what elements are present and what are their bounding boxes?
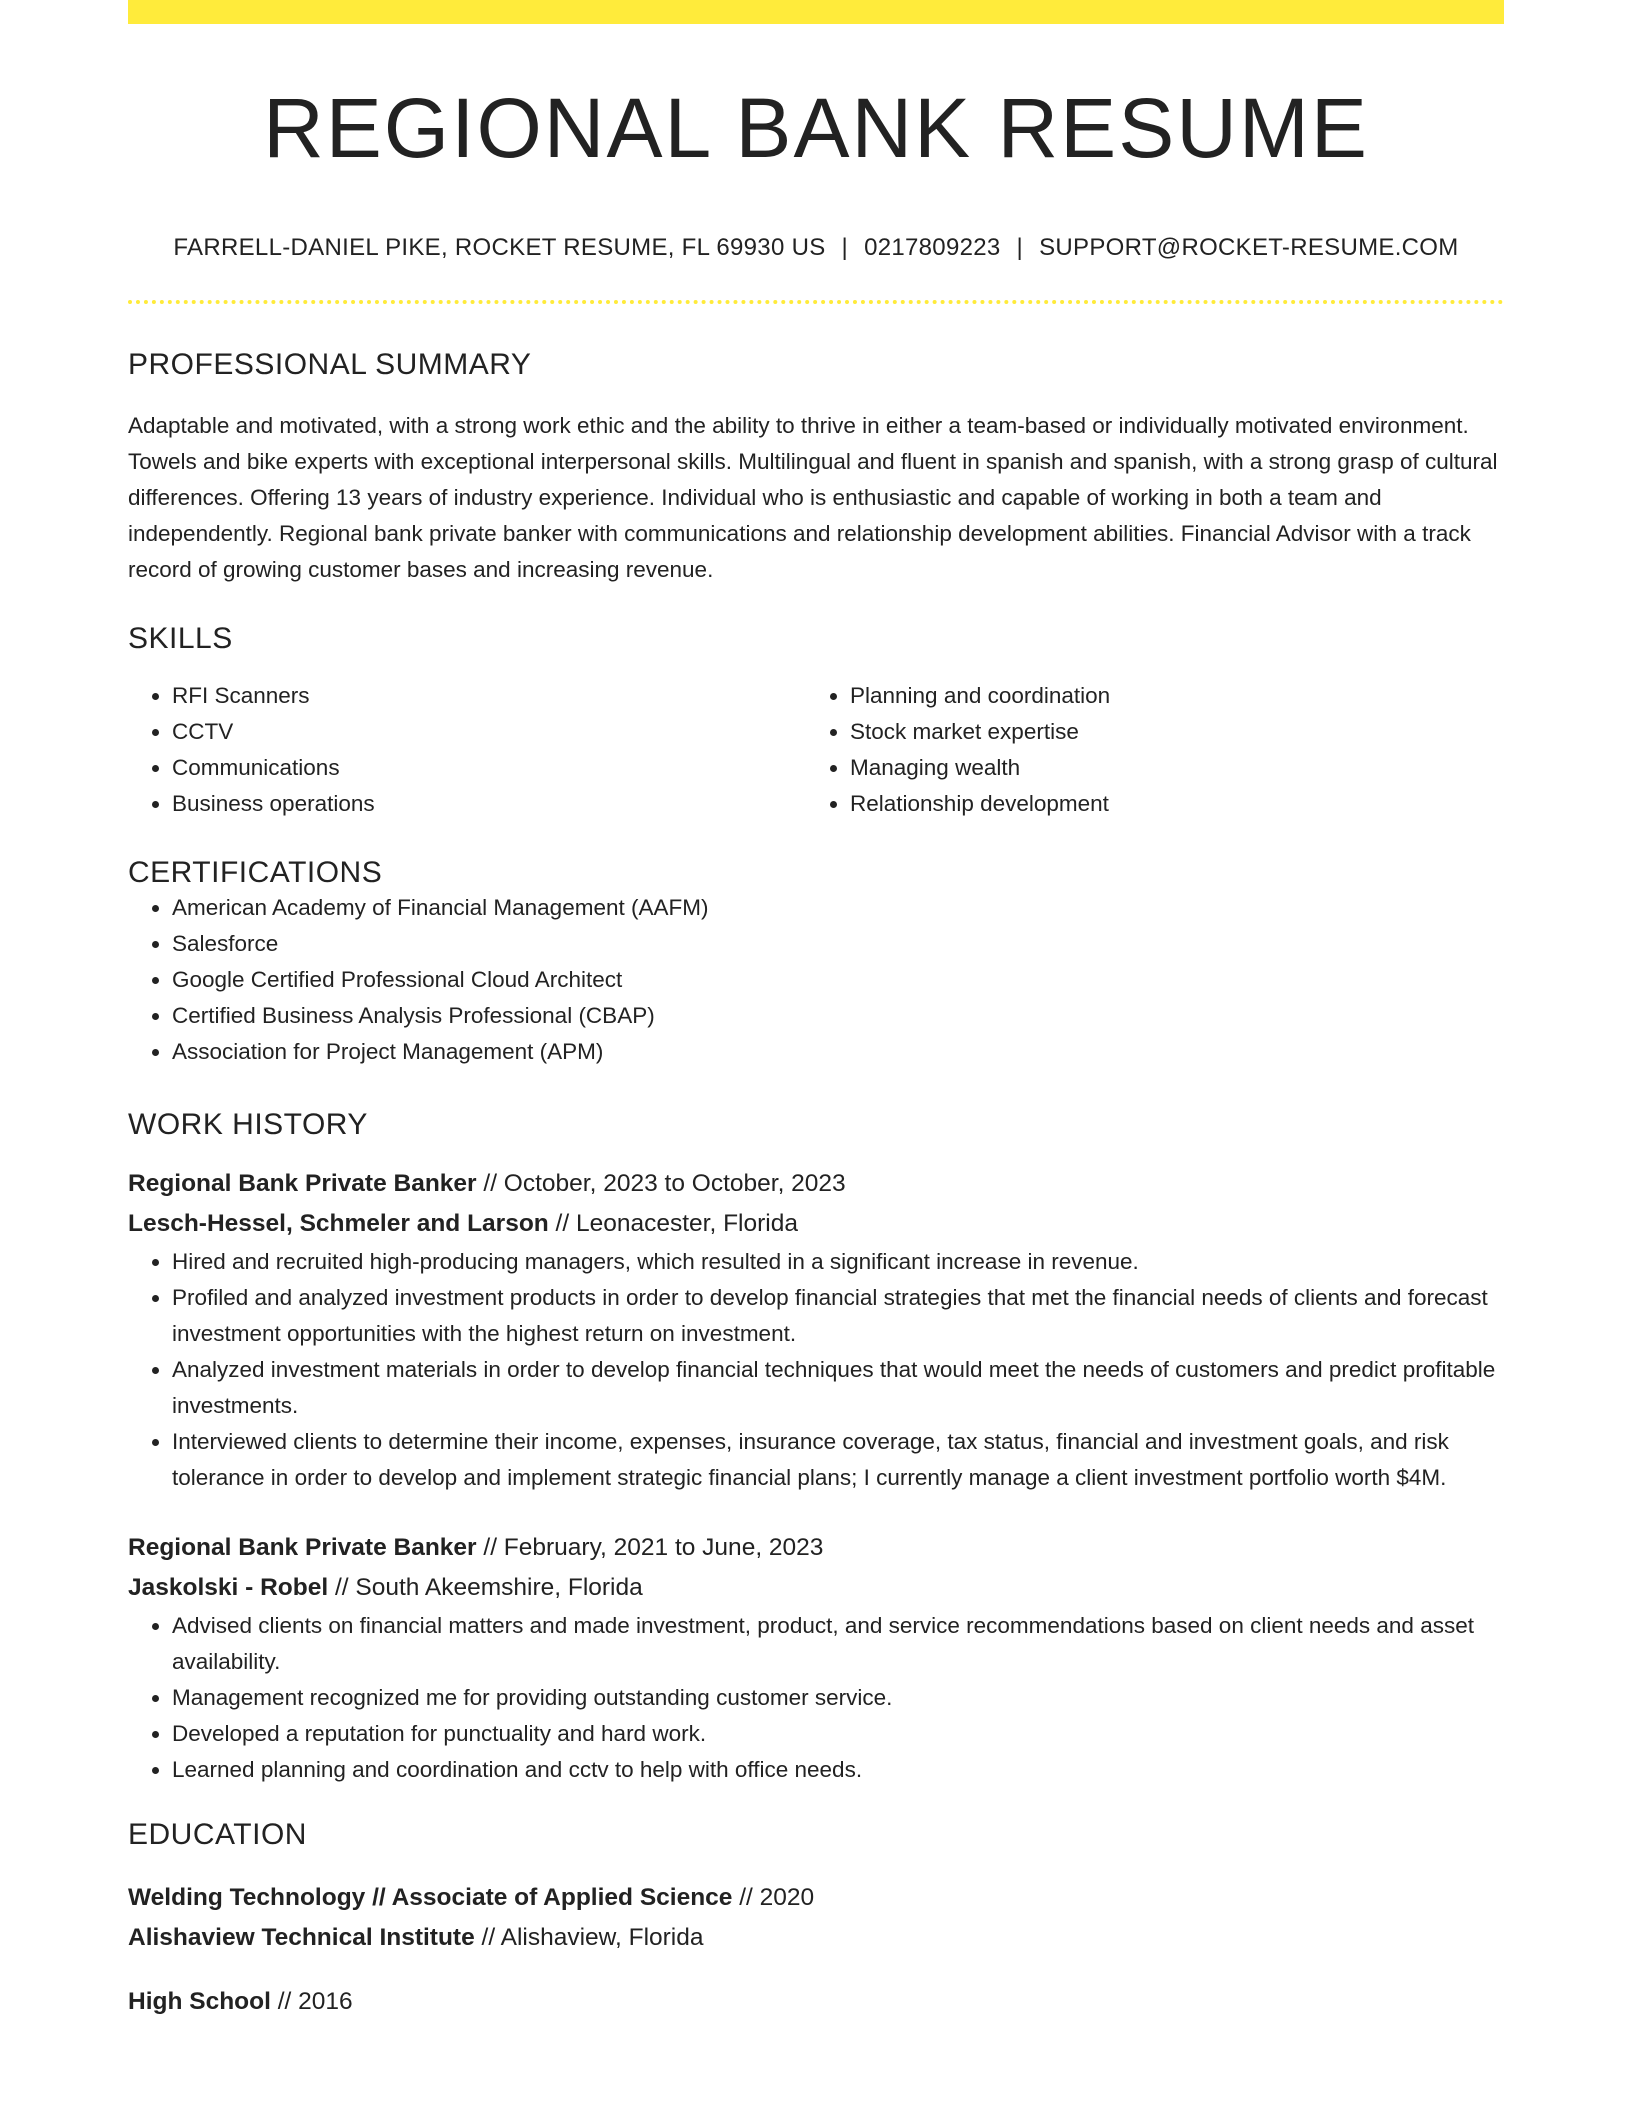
job-company: Lesch-Hessel, Schmeler and Larson [128,1210,549,1238]
job-bullets [128,1244,1504,1496]
job-title-line [128,1164,1504,1204]
contact-address: FARRELL-DANIEL PIKE, ROCKET RESUME, FL 69930 US [173,234,826,262]
job-title: Regional Bank Private Banker [128,1170,477,1198]
skills-heading: SKILLS [128,622,233,656]
certification-item: • American Academy of Financial Management (AAFM) [172,890,1504,926]
resume-title: REGIONAL BANK RESUME [263,81,1369,175]
education-degree: High School [128,1988,271,2016]
education-school: Alishaview Technical Institute [128,1924,475,1952]
education-year: // 2016 [270,1988,353,2016]
education-degree-line [128,1878,1504,1918]
job-dates: // February, 2021 to June, 2023 [476,1534,824,1562]
job-bullet: • Learned planning and coordination and cctv to help with office needs. [172,1752,1504,1788]
skill-item: • Relationship development [850,786,1484,822]
job-location: // South Akeemshire, Florida [328,1574,643,1602]
certification-item: • Association for Project Management (APM) [172,1034,1504,1070]
education-location: // Alishaview, Florida [474,1924,704,1952]
job-bullet: • Hired and recruited high-producing managers, which resulted in a significant increase in revenue. [172,1244,1504,1280]
education-school-line [128,1918,1504,1958]
summary-text: Adaptable and motivated, with a strong work ethic and the ability to thrive in either a team-based or individually motivated environment. Towels and bike experts with exceptional interpersonal skills. Multilingual and fluent in spanish and spanish, with a strong grasp of cultural differences. Offering 13 years of industry experience. Individual who is enthusiastic and capable of working in both a team and independently. Regional bank private banker with communications and relationship development abilities. Financial Advisor with a track record of growing customer bases and increasing revenue. [128,413,1498,583]
skill-item: • CCTV [172,714,806,750]
summary-heading: PROFESSIONAL SUMMARY [128,348,532,382]
job-bullet: • Analyzed investment materials in order to develop financial techniques that would meet the needs of customers and predict profitable investments. [172,1352,1504,1424]
job-bullet: • Advised clients on financial matters and made investment, product, and service recommendations based on client needs and asset availability. [172,1608,1504,1680]
education-degree: Welding Technology // Associate of Applied Science [128,1884,733,1912]
dotted-divider [128,300,1504,304]
job-title-line [128,1528,1504,1568]
skills-grid [128,678,1504,822]
job-location: // Leonacester, Florida [548,1210,798,1238]
education-year: // 2020 [732,1884,815,1912]
job-title: Regional Bank Private Banker [128,1534,477,1562]
job-bullet: • Interviewed clients to determine their income, expenses, insurance coverage, tax status, financial and investment goals, and risk tolerance in order to develop and implement strategic financial plans; I currently manage a client investment portfolio worth $4M. [172,1424,1504,1496]
job-entry [128,1164,1504,1496]
contact-separator: | [1016,234,1024,262]
contact-separator: | [841,234,849,262]
education-degree-line [128,1982,1504,2022]
skill-item: • Communications [172,750,806,786]
job-company-line [128,1568,1504,1608]
skill-item: • Managing wealth [850,750,1484,786]
top-accent-bar [128,0,1504,24]
certification-item: • Certified Business Analysis Professional (CBAP) [172,998,1504,1034]
skill-item: • Stock market expertise [850,714,1484,750]
job-bullet: • Developed a reputation for punctuality and hard work. [172,1716,1504,1752]
education-entry [128,1878,1504,1958]
skills-column-left [128,678,806,822]
contact-phone: 0217809223 [864,234,1001,262]
job-dates: // October, 2023 to October, 2023 [476,1170,846,1198]
education-entry [128,1982,1504,2022]
resume-page [128,0,1504,2022]
job-company-line [128,1204,1504,1244]
job-entry [128,1528,1504,1788]
job-bullets [128,1608,1504,1788]
contact-line [128,234,1504,262]
skills-column-right [806,678,1484,822]
certifications-list [128,890,1504,1070]
job-bullet: • Management recognized me for providing outstanding customer service. [172,1680,1504,1716]
certification-item: • Google Certified Professional Cloud Architect [172,962,1504,998]
certification-item: • Salesforce [172,926,1504,962]
skill-item: • Planning and coordination [850,678,1484,714]
certifications-heading: CERTIFICATIONS [128,856,383,890]
skill-item: • Business operations [172,786,806,822]
skill-item: • RFI Scanners [172,678,806,714]
education-heading: EDUCATION [128,1818,307,1852]
work-history-heading: WORK HISTORY [128,1108,368,1142]
job-company: Jaskolski - Robel [128,1574,329,1602]
job-bullet: • Profiled and analyzed investment products in order to develop financial strategies that met the financial needs of clients and forecast investment opportunities with the highest return on investment. [172,1280,1504,1352]
contact-email: SUPPORT@ROCKET-RESUME.COM [1039,234,1459,262]
